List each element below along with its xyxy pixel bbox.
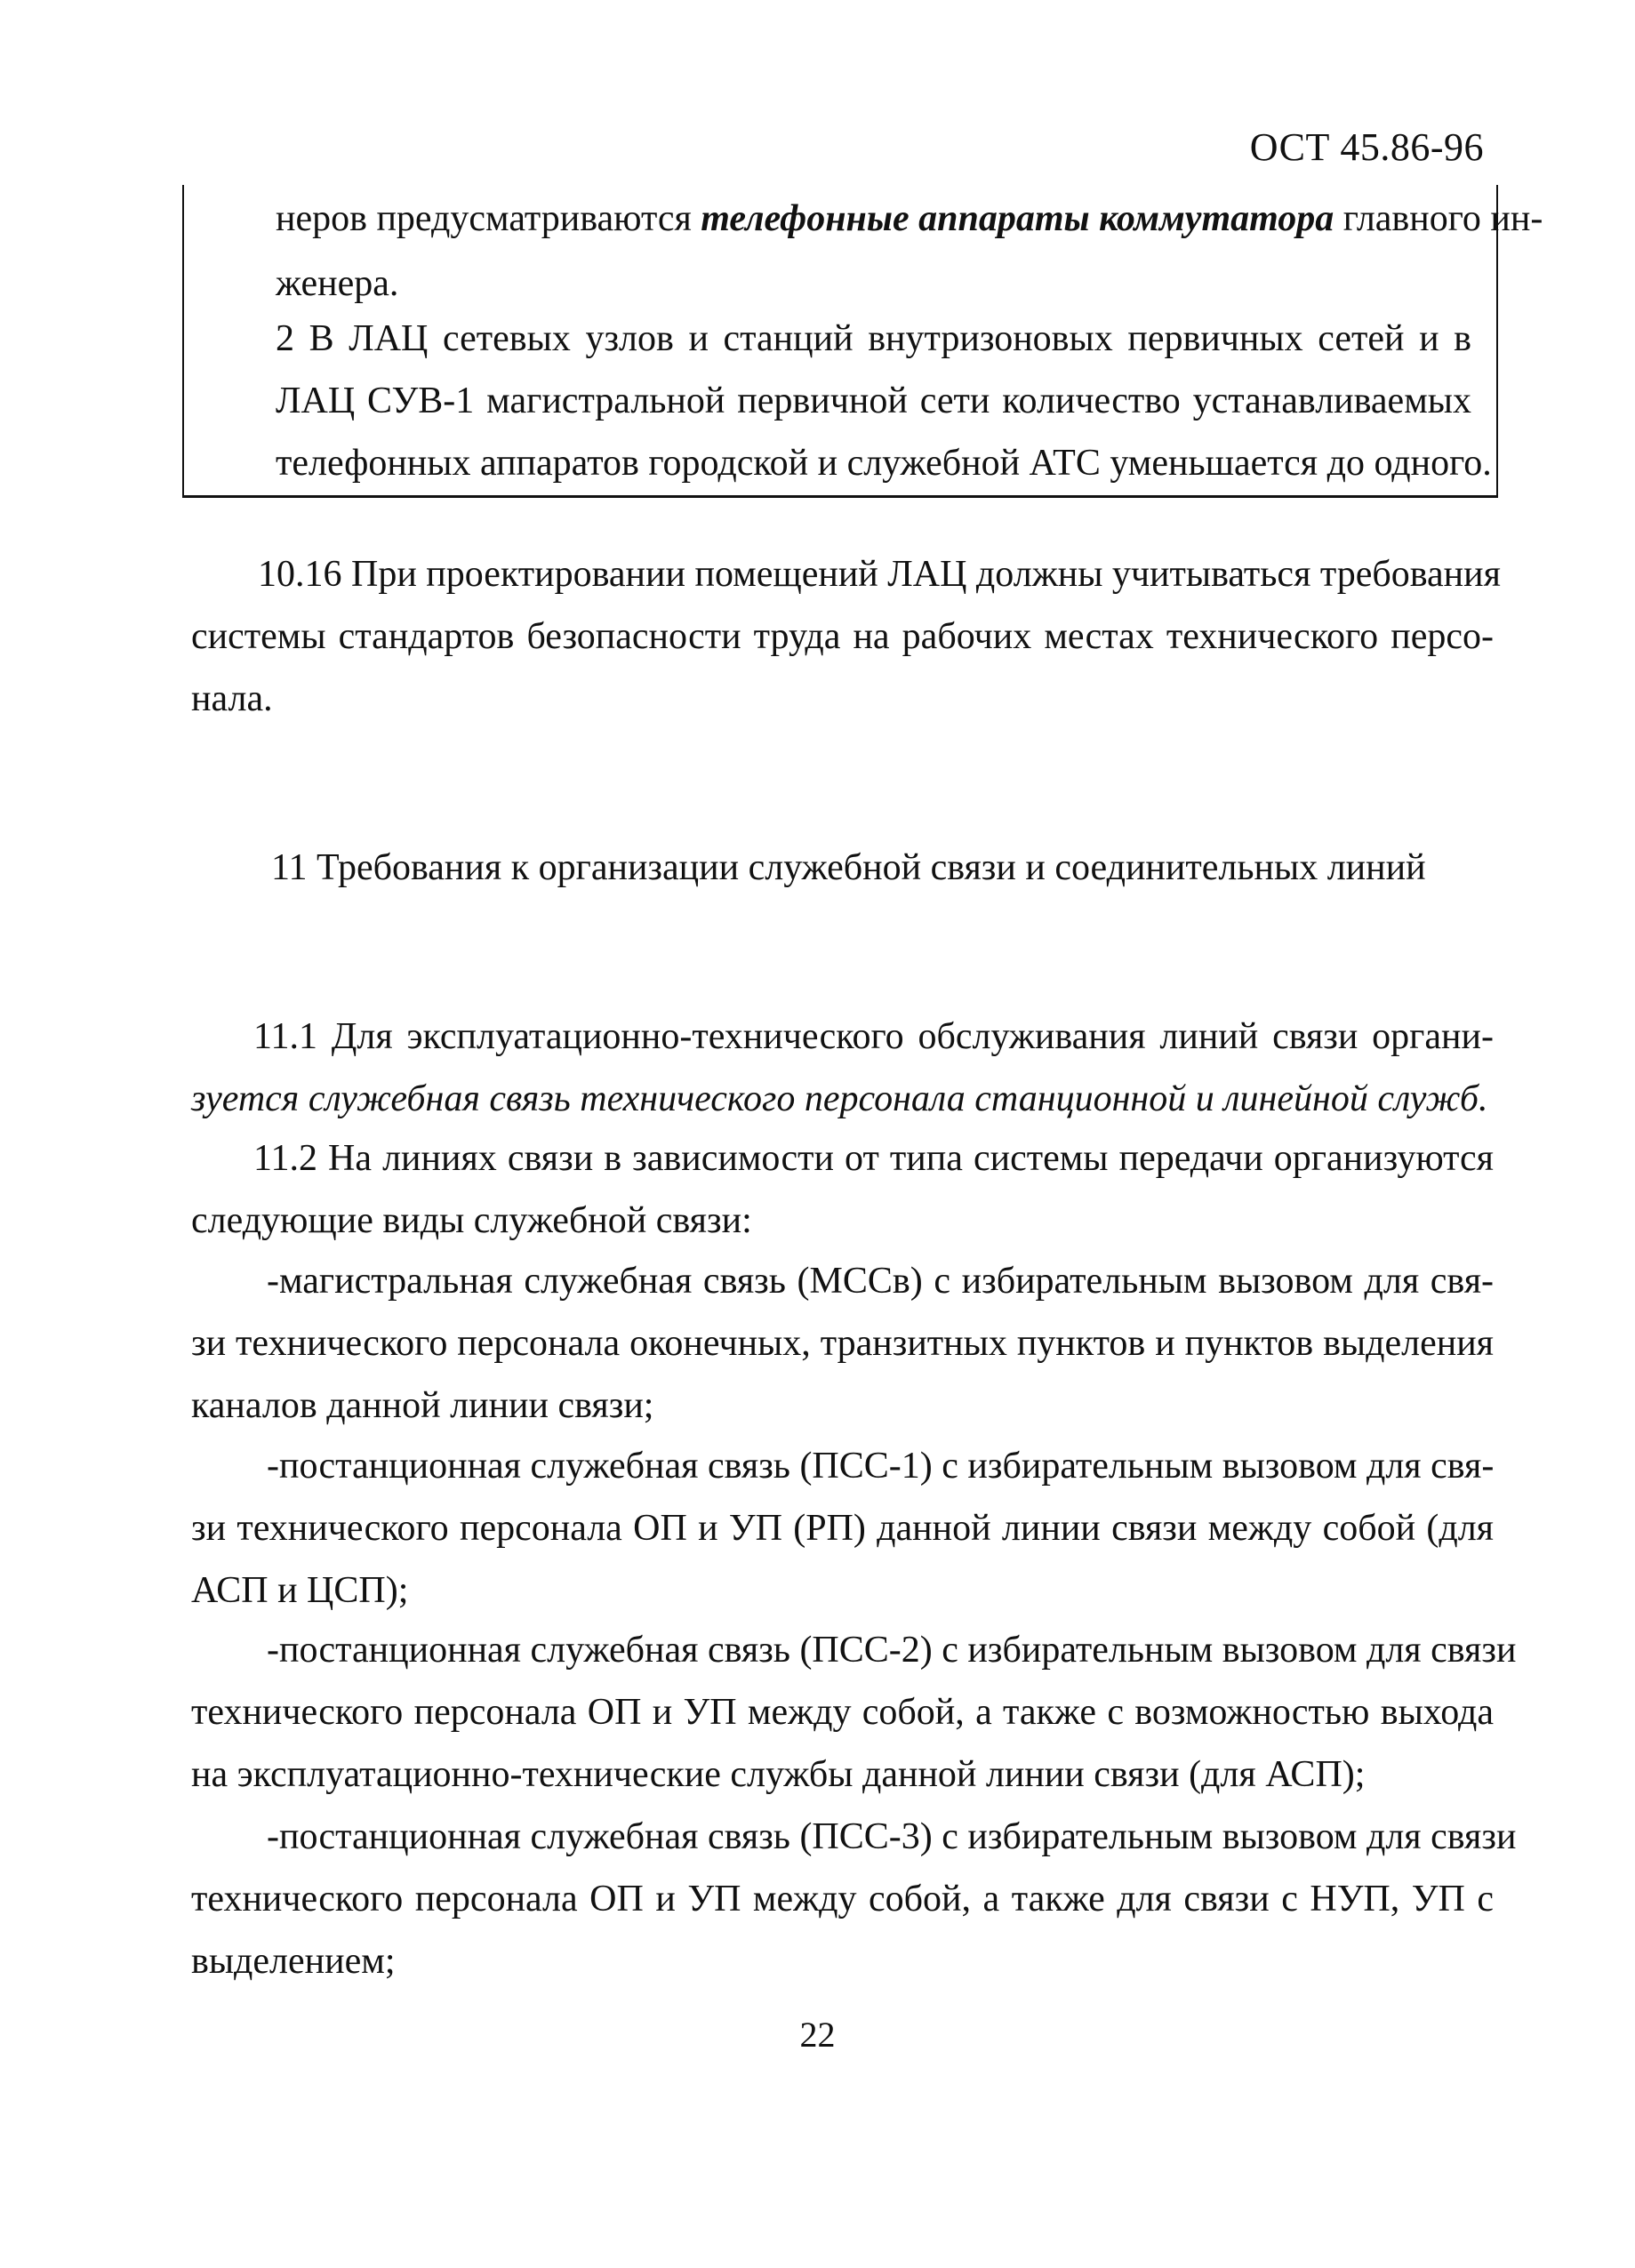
para-11-2-line-2: следующие виды служебной связи:	[191, 1200, 752, 1241]
note-line-1-text: неров предусматриваются	[276, 198, 701, 239]
item-pss3-line-1: -постанционная служебная связь (ПСС-3) с избирательным вызовом для связи	[267, 1816, 1517, 1857]
item-pss2-line-3: на эксплуатационно-технические службы данной линии связи (для АСП);	[191, 1754, 1366, 1795]
para-11-1-line-2	[191, 1080, 1488, 1118]
item-pss3-line-2: технического персонала ОП и УП между собой, а также для связи с НУП, УП с	[191, 1879, 1494, 1919]
item-mssv-line-3: каналов данной линии связи;	[191, 1385, 654, 1426]
para-11-1-line-2-start: зуется	[191, 1078, 309, 1119]
note-line-1-emphasis: телефонные аппараты коммутатора	[701, 198, 1334, 239]
note-line-3: 2 В ЛАЦ сетевых узлов и станций внутризоновых первичных сетей и в	[276, 318, 1471, 359]
note-line-4: ЛАЦ СУВ-1 магистральной первичной сети количество устанавливаемых	[276, 381, 1471, 421]
para-10-16-line-3: нала.	[191, 678, 273, 719]
page-number: 22	[799, 2015, 836, 2055]
item-mssv-line-1: -магистральная служебная связь (МССв) с избирательным вызовом для свя-	[267, 1261, 1494, 1302]
para-10-16-line-1: 10.16 При проектировании помещений ЛАЦ должны учитываться требования	[258, 554, 1501, 595]
note-line-2: женера.	[276, 263, 399, 304]
note-line-1-end: главного ин-	[1334, 198, 1543, 239]
item-pss1-line-3: АСП и ЦСП);	[191, 1570, 409, 1611]
item-pss1-line-2: зи технического персонала ОП и УП (РП) данной линии связи между собой (для	[191, 1508, 1494, 1549]
document-code: ОСТ 45.86-96	[1249, 125, 1484, 169]
section-11-heading: 11 Требования к организации служебной связи и соединительных линий	[271, 847, 1426, 888]
para-10-16-line-2: системы стандартов безопасности труда на рабочих местах технического персо-	[191, 616, 1494, 657]
item-mssv-line-2: зи технического персонала оконечных, транзитных пунктов и пунктов выделения	[191, 1323, 1494, 1364]
item-pss2-line-1: -постанционная служебная связь (ПСС-2) с избирательным вызовом для связи	[267, 1630, 1517, 1671]
item-pss1-line-1: -постанционная служебная связь (ПСС-1) с избирательным вызовом для свя-	[267, 1446, 1495, 1487]
note-line-1	[276, 198, 1543, 239]
item-pss2-line-2: технического персонала ОП и УП между собой, а также с возможностью выхода	[191, 1692, 1494, 1733]
note-line-5: телефонных аппаратов городской и служебной АТС уменьшается до одного.	[276, 443, 1492, 484]
para-11-1-line-2-emphasis: служебная связь технического персонала станционной и линейной служб.	[308, 1078, 1488, 1119]
item-pss3-line-3: выделением;	[191, 1941, 396, 1982]
para-11-1-line-1: 11.1 Для эксплуатационно-технического обслуживания линий связи органи-	[253, 1016, 1494, 1057]
para-11-2-line-1: 11.2 На линиях связи в зависимости от типа системы передачи организуются	[253, 1138, 1494, 1179]
